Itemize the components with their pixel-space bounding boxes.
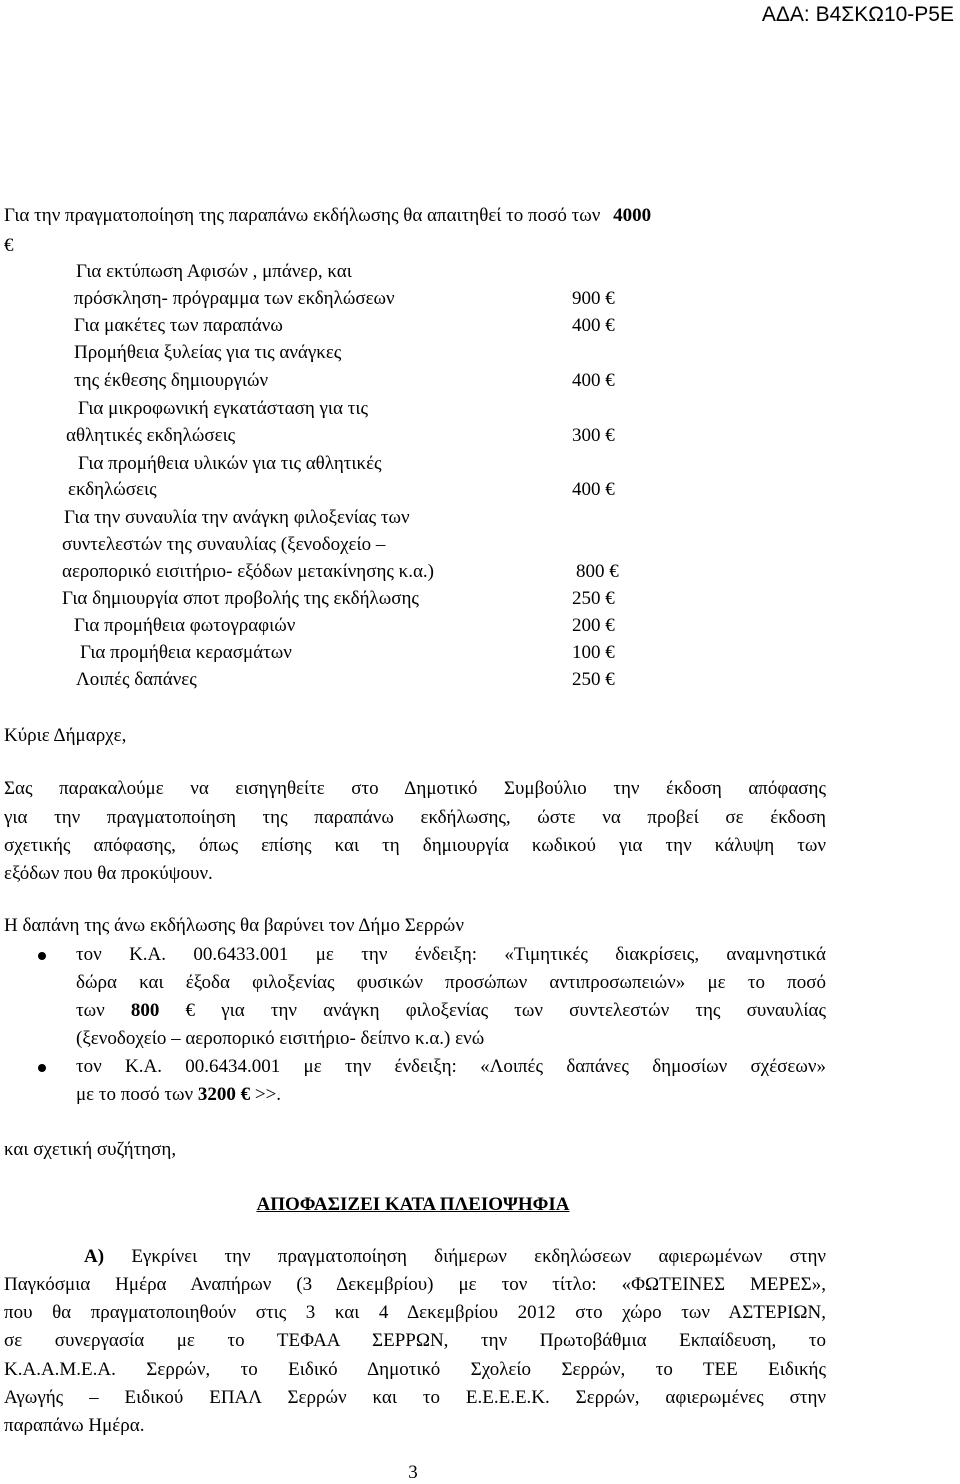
salutation: Κύριε Δήμαρχε, bbox=[4, 725, 127, 746]
bullet-1-suffix: € για την ανάγκη φιλοξενίας των συντελεστών της συναυλίας bbox=[185, 1000, 826, 1021]
bullet-2-line bbox=[76, 1083, 281, 1107]
ada-code: ΑΔΑ: Β4ΣΚΩ10-Ρ5Ε bbox=[761, 3, 954, 26]
request-line: σχετικής απόφασης, όπως επίσης και τη δημιουργία κωδικού για την κάλυψη των bbox=[4, 835, 826, 856]
bullet-2-prefix: με το ποσό των bbox=[76, 1084, 194, 1105]
intro-currency: € bbox=[4, 235, 14, 256]
intro-total: 4000 bbox=[613, 205, 652, 226]
bullet-2-suffix: >>. bbox=[254, 1084, 282, 1105]
bullet-icon bbox=[38, 952, 46, 960]
budget-line: αεροπορικό εισιτήριο- εξόδων μετακίνησης κ.α.) bbox=[62, 561, 435, 582]
budget-line: Προμήθεια ξυλείας για τις ανάγκες bbox=[74, 342, 342, 363]
intro-line bbox=[4, 204, 651, 228]
bullet-icon bbox=[38, 1064, 46, 1072]
bullet-2-line: τον Κ.Α. 00.6434.001 με την ένδειξη: «Λοιπές δαπάνες δημοσίων σχέσεων» bbox=[76, 1056, 826, 1077]
request-line: Σας παρακαλούμε να εισηγηθείτε στο Δημοτικό Συμβούλιο την έκδοση απόφασης bbox=[4, 778, 826, 799]
budget-line: της έκθεσης δημιουργιών bbox=[74, 370, 269, 391]
decision-first-line: Εγκρίνει την πραγματοποίηση διήμερων εκδηλώσεων αφιερωμένων στην bbox=[131, 1246, 826, 1267]
budget-line: Για την συναυλία την ανάγκη φιλοξενίας των bbox=[64, 507, 410, 528]
request-line: εξόδων που θα προκύψουν. bbox=[4, 863, 213, 884]
budget-amount: 400 € bbox=[572, 315, 615, 336]
budget-amount: 200 € bbox=[572, 615, 615, 636]
charge-intro: Η δαπάνη της άνω εκδήλωσης θα βαρύνει τον Δήμο Σερρών bbox=[4, 915, 464, 936]
budget-line: Για προμήθεια κερασμάτων bbox=[80, 642, 292, 663]
decision-line: Αγωγής – Ειδικού ΕΠΑΛ Σερρών και το Ε.Ε.Ε.Ε.Κ. Σερρών, αφιερωμένες στην bbox=[4, 1387, 826, 1408]
budget-line: Για μακέτες των παραπάνω bbox=[74, 315, 283, 336]
page-number: 3 bbox=[408, 1462, 418, 1483]
discussion: και σχετική συζήτηση, bbox=[4, 1139, 177, 1160]
decision-line: που θα πραγματοποιηθούν στις 3 και 4 Δεκεμβρίου 2012 στο χώρο των ΑΣΤΕΡΙΩΝ, bbox=[4, 1302, 826, 1323]
decision-line: Παγκόσμια Ημέρα Αναπήρων (3 Δεκεμβρίου) με τον τίτλο: «ΦΩΤΕΙΝΕΣ ΜΕΡΕΣ», bbox=[4, 1274, 826, 1295]
budget-amount: 900 € bbox=[572, 288, 615, 309]
budget-line: συντελεστών της συναυλίας (ξενοδοχείο – bbox=[62, 534, 386, 555]
budget-amount: 100 € bbox=[572, 642, 615, 663]
bullet-1-line bbox=[76, 999, 826, 1023]
budget-line: Για προμήθεια φωτογραφιών bbox=[74, 615, 296, 636]
budget-line: Λοιπές δαπάνες bbox=[76, 669, 197, 690]
bullet-1-line: δώρα και έξοδα φιλοξενίας φυσικών προσώπων αντιπροσωπειών» με το ποσό bbox=[76, 972, 826, 993]
bullet-2-amount: 3200 € bbox=[197, 1084, 251, 1105]
decision-line: παραπάνω Ημέρα. bbox=[4, 1415, 145, 1436]
budget-line: πρόσκληση- πρόγραμμα των εκδηλώσεων bbox=[74, 288, 395, 309]
budget-amount: 800 € bbox=[576, 561, 619, 582]
budget-line: Για μικροφωνική εγκατάσταση για τις bbox=[78, 398, 368, 419]
decision-title: ΑΠΟΦΑΣΙΖΕΙ ΚΑΤΑ ΠΛΕΙΟΨΗΦΙΑ bbox=[256, 1194, 570, 1215]
decision-line bbox=[84, 1245, 826, 1269]
budget-amount: 400 € bbox=[572, 370, 615, 391]
budget-line: Για εκτύπωση Αφισών , μπάνερ, και bbox=[76, 261, 352, 282]
request-line: για την πραγματοποίηση της παραπάνω εκδήλωσης, ώστε να προβεί σε έκδοση bbox=[4, 807, 826, 828]
budget-amount: 250 € bbox=[572, 669, 615, 690]
bullet-1-line: τον Κ.Α. 00.6433.001 με την ένδειξη: «Τιμητικές διακρίσεις, αναμνηστικά bbox=[76, 944, 826, 965]
decision-line: σε συνεργασία με το ΤΕΦΑΑ ΣΕΡΡΩΝ, την Πρωτοβάθμια Εκπαίδευση, το bbox=[4, 1330, 826, 1351]
budget-amount: 300 € bbox=[572, 425, 615, 446]
budget-line: Για προμήθεια υλικών για τις αθλητικές bbox=[78, 453, 382, 474]
decision-label: Α) bbox=[84, 1246, 105, 1267]
budget-line: αθλητικές εκδηλώσεις bbox=[66, 425, 236, 446]
budget-line: εκδηλώσεις bbox=[68, 479, 157, 500]
bullet-1-prefix: των bbox=[76, 1000, 105, 1021]
budget-amount: 250 € bbox=[572, 588, 615, 609]
bullet-1-amount: 800 bbox=[130, 1000, 160, 1021]
bullet-1-line: (ξενοδοχείο – αεροπορικό εισιτήριο- δείπνο κ.α.) ενώ bbox=[76, 1028, 485, 1049]
budget-line: Για δημιουργία σποτ προβολής της εκδήλωσης bbox=[62, 588, 419, 609]
decision-line: Κ.Α.Α.Μ.Ε.Α. Σερρών, το Ειδικό Δημοτικό Σχολείο Σερρών, το ΤΕΕ Ειδικής bbox=[4, 1359, 826, 1380]
budget-amount: 400 € bbox=[572, 479, 615, 500]
intro-text: Για την πραγματοποίηση της παραπάνω εκδήλωσης θα απαιτηθεί το ποσό των bbox=[4, 205, 601, 226]
